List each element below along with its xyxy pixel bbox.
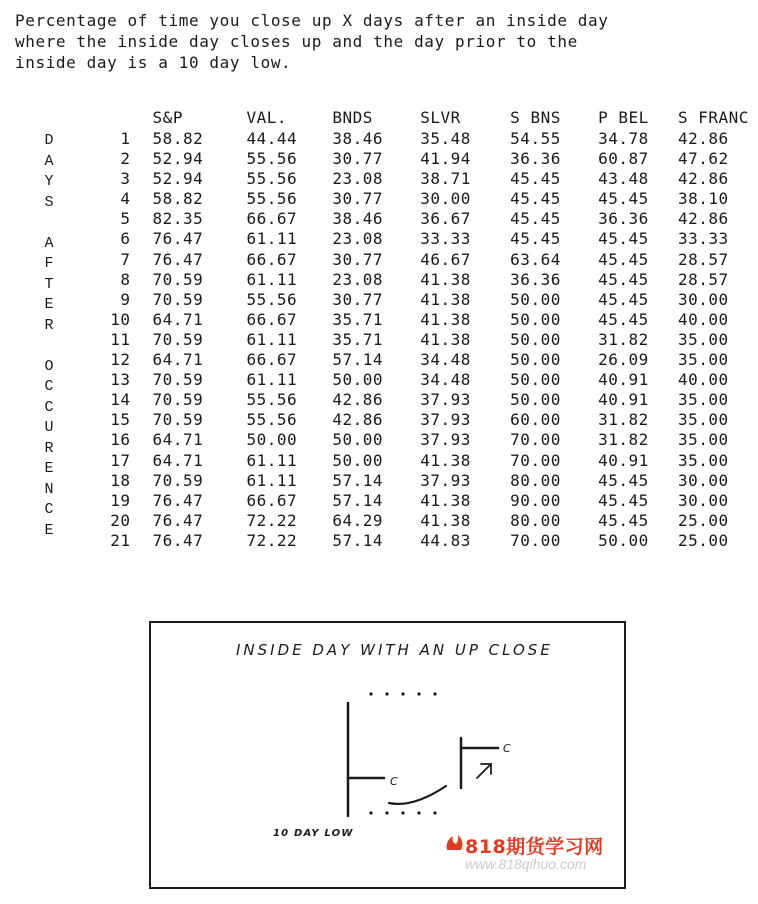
table-cell: 80.00 — [510, 470, 561, 490]
table-cell: 30.00 — [420, 189, 471, 209]
table-cell: 23.08 — [332, 169, 384, 189]
table-cell: 35.00 — [677, 410, 729, 430]
header-day — [90, 107, 139, 129]
side-label-letter: F — [44, 255, 54, 272]
table-cell: 61.11 — [246, 329, 298, 349]
day-number: 15 — [110, 410, 131, 430]
day-number: 12 — [110, 350, 131, 370]
table-row — [90, 149, 758, 169]
table-cell: 61.11 — [246, 229, 298, 249]
day-number: 8 — [120, 269, 131, 289]
table-cell: 31.82 — [598, 410, 649, 430]
table-cell: 35.48 — [420, 129, 471, 148]
table-cell: 41.38 — [420, 450, 471, 470]
table-cell: 72.22 — [246, 510, 298, 530]
table-cell: 38.46 — [332, 129, 384, 148]
table-cell: 41.38 — [420, 510, 471, 530]
table-cell: 45.45 — [510, 229, 561, 249]
table-cell: 52.94 — [152, 169, 204, 189]
side-label-letter: R — [44, 316, 54, 334]
table-cell: 30.77 — [332, 189, 384, 209]
table-cell: 55.56 — [246, 289, 298, 309]
table-cell: 57.14 — [332, 350, 384, 370]
data-table — [90, 107, 758, 551]
table-row — [90, 471, 758, 491]
day-number: 16 — [110, 430, 131, 450]
table-cell: 76.47 — [152, 530, 204, 550]
table-row — [90, 370, 758, 390]
table-cell: 25.00 — [677, 510, 729, 530]
table-cell: 45.45 — [598, 510, 649, 530]
table-row — [90, 390, 758, 410]
table-row — [90, 410, 758, 430]
table-row — [90, 451, 758, 471]
table-cell: 58.82 — [152, 189, 204, 209]
table-cell: 64.29 — [332, 510, 384, 530]
table-cell: 45.45 — [598, 269, 649, 289]
table-cell: 66.67 — [246, 209, 298, 229]
table-cell: 45.45 — [510, 209, 561, 229]
table-cell: 45.45 — [510, 189, 561, 209]
table-row — [90, 430, 758, 450]
side-axis-label — [40, 131, 58, 541]
table-cell: 42.86 — [332, 390, 384, 410]
table-cell: 35.71 — [332, 309, 384, 329]
intro-line-3: inside day is a 10 day low. — [15, 53, 292, 72]
day-number: 4 — [120, 189, 131, 209]
table-cell: 38.10 — [677, 189, 729, 209]
day-number: 9 — [120, 289, 131, 309]
header-sbns: S BNS — [510, 108, 561, 127]
day-number: 19 — [110, 490, 131, 510]
table-cell: 60.87 — [598, 149, 649, 169]
table-cell: 50.00 — [510, 309, 561, 329]
table-cell: 55.56 — [246, 149, 298, 169]
side-label-letter: C — [44, 378, 54, 395]
table-cell: 64.71 — [152, 350, 204, 370]
table-cell: 45.45 — [598, 309, 649, 329]
table-cell: 36.36 — [510, 149, 561, 169]
side-label-letter: C — [44, 398, 54, 416]
header-val: VAL. — [246, 108, 287, 127]
table-cell: 34.48 — [420, 370, 471, 390]
table-cell: 41.38 — [420, 329, 471, 349]
intro-line-2: where the inside day closes up and the day prior to the — [15, 32, 578, 51]
side-label-letter: S — [44, 193, 54, 211]
day-number: 13 — [110, 370, 131, 390]
table-cell: 30.00 — [677, 289, 729, 309]
intro-text — [15, 10, 755, 73]
table-row — [90, 209, 758, 229]
table-cell: 30.00 — [677, 490, 729, 510]
table-cell: 66.67 — [246, 309, 298, 329]
table-cell: 70.59 — [152, 370, 204, 390]
table-row — [90, 189, 758, 209]
side-label-letter: E — [44, 296, 54, 313]
table-cell: 35.00 — [677, 450, 729, 470]
flame-logo-icon — [443, 832, 465, 854]
table-row — [90, 250, 758, 270]
table-row — [90, 310, 758, 330]
table-cell: 38.71 — [420, 169, 471, 189]
table-cell: 33.33 — [677, 229, 729, 249]
table-cell: 76.47 — [152, 249, 204, 269]
table-cell: 70.00 — [510, 530, 561, 550]
table-cell: 28.57 — [677, 249, 729, 269]
table-cell: 41.38 — [420, 309, 471, 329]
table-row — [90, 511, 758, 531]
side-label-letter: T — [44, 275, 54, 293]
rise-curve — [389, 786, 446, 804]
table-cell: 36.36 — [598, 209, 649, 229]
table-cell: 57.14 — [332, 490, 384, 510]
table-row — [90, 290, 758, 310]
table-header-row — [90, 107, 758, 129]
side-label-letter: E — [44, 521, 54, 539]
table-cell: 82.35 — [152, 209, 204, 229]
table-cell: 66.67 — [246, 490, 298, 510]
table-row — [90, 229, 758, 249]
table-cell: 45.45 — [510, 169, 561, 189]
table-row — [90, 350, 758, 370]
table-cell: 55.56 — [246, 390, 298, 410]
table-cell: 61.11 — [246, 470, 298, 490]
side-label-letter: C — [44, 501, 54, 518]
table-cell: 43.48 — [598, 169, 649, 189]
table-cell: 34.48 — [420, 350, 471, 370]
table-cell: 76.47 — [152, 510, 204, 530]
table-cell: 55.56 — [246, 410, 298, 430]
table-cell: 40.00 — [677, 370, 729, 390]
table-cell: 61.11 — [246, 450, 298, 470]
close-label-inside-day: C — [503, 742, 511, 755]
day-number: 7 — [120, 249, 131, 269]
day-number: 18 — [110, 470, 131, 490]
table-row — [90, 330, 758, 350]
table-cell: 52.94 — [152, 149, 204, 169]
table-cell: 64.71 — [152, 430, 204, 450]
table-cell: 57.14 — [332, 530, 384, 550]
table-cell: 41.38 — [420, 490, 471, 510]
table-cell: 70.59 — [152, 289, 204, 309]
side-label-letter: E — [44, 460, 54, 477]
day-number: 10 — [110, 309, 131, 329]
side-label-letter: D — [44, 132, 54, 149]
ten-day-low-label: 10 DAY LOW — [273, 828, 354, 839]
table-cell: 70.59 — [152, 410, 204, 430]
table-cell: 70.59 — [152, 269, 204, 289]
table-cell: 60.00 — [510, 410, 561, 430]
table-row — [90, 491, 758, 511]
table-cell: 70.59 — [152, 329, 204, 349]
side-label-letter: N — [44, 480, 54, 498]
table-cell: 23.08 — [332, 269, 384, 289]
table-cell: 23.08 — [332, 229, 384, 249]
side-label-letter: Y — [44, 173, 54, 190]
table-cell: 42.86 — [677, 169, 729, 189]
table-cell: 80.00 — [510, 510, 561, 530]
close-label-low-day: C — [390, 775, 398, 788]
table-cell: 42.86 — [332, 410, 384, 430]
side-label-letter: O — [44, 357, 54, 375]
side-label-letter: U — [44, 419, 54, 436]
table-cell: 72.22 — [246, 530, 298, 550]
table-cell: 55.56 — [246, 169, 298, 189]
table-cell: 50.00 — [510, 329, 561, 349]
table-row — [90, 169, 758, 189]
header-sfranc: S FRANC — [677, 108, 749, 127]
table-cell: 50.00 — [332, 430, 384, 450]
day-number: 2 — [120, 149, 131, 169]
table-cell: 70.59 — [152, 470, 204, 490]
table-cell: 45.45 — [598, 289, 649, 309]
table-cell: 57.14 — [332, 470, 384, 490]
table-cell: 64.71 — [152, 309, 204, 329]
table-cell: 58.82 — [152, 129, 204, 148]
day-number: 17 — [110, 450, 131, 470]
table-cell: 30.77 — [332, 149, 384, 169]
table-cell: 44.44 — [246, 129, 298, 148]
table-cell: 37.93 — [420, 410, 471, 430]
table-cell: 54.55 — [510, 129, 561, 148]
table-cell: 38.46 — [332, 209, 384, 229]
table-cell: 50.00 — [246, 430, 298, 450]
table-cell: 36.36 — [510, 269, 561, 289]
table-cell: 36.67 — [420, 209, 471, 229]
header-sp: S&P — [152, 108, 183, 127]
table-cell: 34.78 — [598, 129, 649, 148]
table-cell: 50.00 — [510, 350, 561, 370]
table-cell: 40.91 — [598, 370, 649, 390]
table-cell: 50.00 — [510, 289, 561, 309]
day-number: 20 — [110, 510, 131, 530]
table-cell: 70.00 — [510, 450, 561, 470]
up-arrow-shaft — [477, 764, 491, 778]
header-pbel: P BEL — [598, 108, 649, 127]
table-cell: 44.83 — [420, 530, 471, 550]
range-dots-bottom — [369, 811, 436, 814]
table-cell: 90.00 — [510, 490, 561, 510]
table-cell: 35.00 — [677, 329, 729, 349]
table-row — [90, 129, 758, 149]
table-cell: 26.09 — [598, 350, 649, 370]
day-number: 11 — [110, 329, 131, 349]
table-body — [90, 129, 758, 551]
table-cell: 45.45 — [598, 490, 649, 510]
side-label-gap — [40, 213, 58, 234]
side-label-letter: A — [44, 234, 54, 252]
table-cell: 50.00 — [510, 370, 561, 390]
table-cell: 35.00 — [677, 390, 729, 410]
day-number: 1 — [120, 129, 131, 148]
table-cell: 45.45 — [598, 189, 649, 209]
table-cell: 35.71 — [332, 329, 384, 349]
day-number: 6 — [120, 229, 131, 249]
table-cell: 31.82 — [598, 329, 649, 349]
table-cell: 66.67 — [246, 350, 298, 370]
header-slvr: SLVR — [420, 108, 461, 127]
table-row — [90, 531, 758, 551]
table-cell: 50.00 — [510, 390, 561, 410]
watermark-title: 818期货学习网 — [465, 836, 604, 858]
table-cell: 55.56 — [246, 189, 298, 209]
day-number: 21 — [110, 530, 131, 550]
table-cell: 42.86 — [677, 209, 729, 229]
table-cell: 70.59 — [152, 390, 204, 410]
table-cell: 45.45 — [598, 229, 649, 249]
table-cell: 46.67 — [420, 249, 471, 269]
table-cell: 35.00 — [677, 350, 729, 370]
range-dots-top — [369, 692, 436, 695]
intro-line-1: Percentage of time you close up X days after an inside day — [15, 11, 609, 30]
header-bnds: BNDS — [332, 108, 373, 127]
day-number: 3 — [120, 169, 131, 189]
table-cell: 61.11 — [246, 370, 298, 390]
diagram-title: INSIDE DAY WITH AN UP CLOSE — [236, 641, 553, 659]
day-number: 5 — [120, 209, 131, 229]
table-cell: 47.62 — [677, 149, 729, 169]
table-row — [90, 270, 758, 290]
table-cell: 37.93 — [420, 430, 471, 450]
table-cell: 50.00 — [332, 450, 384, 470]
table-cell: 40.91 — [598, 390, 649, 410]
table-cell: 28.57 — [677, 269, 729, 289]
table-cell: 70.00 — [510, 430, 561, 450]
side-label-letter: R — [44, 439, 54, 457]
table-cell: 42.86 — [677, 129, 729, 148]
table-cell: 45.45 — [598, 249, 649, 269]
table-cell: 64.71 — [152, 450, 204, 470]
table-cell: 41.38 — [420, 289, 471, 309]
watermark — [443, 830, 613, 878]
table-cell: 66.67 — [246, 249, 298, 269]
table-cell: 41.94 — [420, 149, 471, 169]
table-cell: 63.64 — [510, 249, 561, 269]
table-cell: 45.45 — [598, 470, 649, 490]
side-label-gap — [40, 336, 58, 357]
side-label-letter: A — [44, 152, 54, 170]
table-cell: 41.38 — [420, 269, 471, 289]
table-cell: 76.47 — [152, 229, 204, 249]
table-cell: 50.00 — [598, 530, 649, 550]
table-cell: 37.93 — [420, 470, 471, 490]
table-cell: 40.91 — [598, 450, 649, 470]
watermark-url: www.818qihuo.com — [465, 856, 587, 872]
table-cell: 40.00 — [677, 309, 729, 329]
table-cell: 30.77 — [332, 249, 384, 269]
table-cell: 30.77 — [332, 289, 384, 309]
table-cell: 33.33 — [420, 229, 471, 249]
table-cell: 25.00 — [677, 530, 729, 550]
table-cell: 76.47 — [152, 490, 204, 510]
table-cell: 35.00 — [677, 430, 729, 450]
table-cell: 50.00 — [332, 370, 384, 390]
table-cell: 37.93 — [420, 390, 471, 410]
table-cell: 30.00 — [677, 470, 729, 490]
day-number: 14 — [110, 390, 131, 410]
table-cell: 61.11 — [246, 269, 298, 289]
table-cell: 31.82 — [598, 430, 649, 450]
